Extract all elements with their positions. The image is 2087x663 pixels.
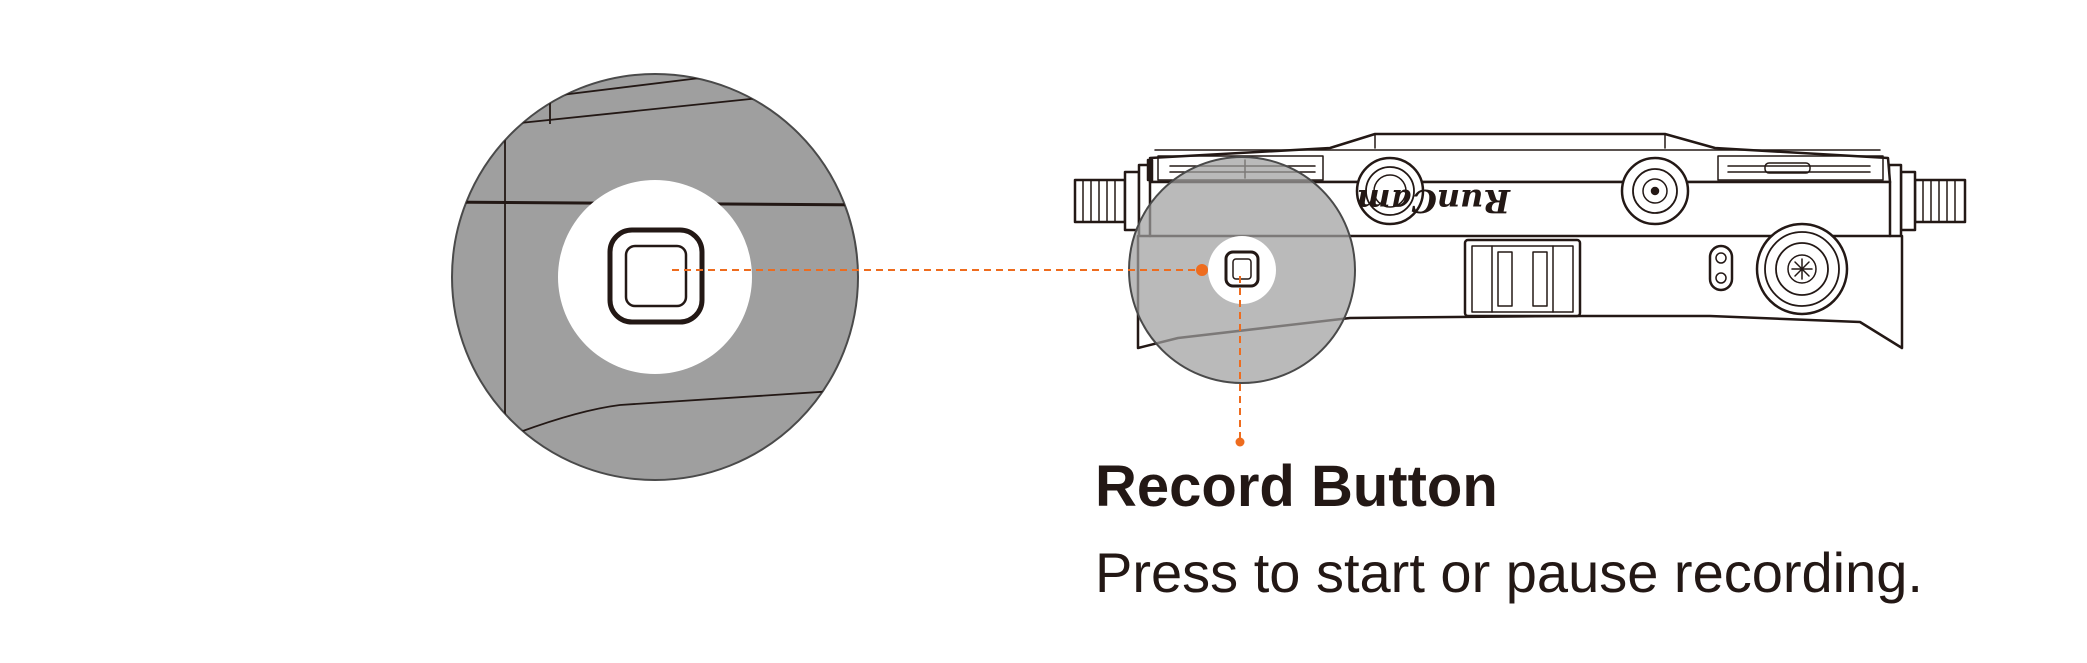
device-logo: RunCam bbox=[1356, 182, 1510, 220]
status-led bbox=[1710, 246, 1732, 290]
zoom-leader-dot bbox=[1196, 264, 1208, 276]
right-antenna-connector bbox=[1889, 165, 1965, 237]
round-connector bbox=[1757, 224, 1847, 314]
callout-description: Press to start or pause recording. bbox=[1095, 541, 1923, 604]
record-button-zoom-view bbox=[430, 74, 880, 480]
record-button-location-highlight bbox=[1129, 157, 1355, 383]
callout-title: Record Button bbox=[1095, 454, 1498, 519]
callout-leader-dot bbox=[1236, 438, 1245, 447]
right-lens-ring bbox=[1622, 158, 1688, 224]
center-port bbox=[1465, 240, 1580, 316]
